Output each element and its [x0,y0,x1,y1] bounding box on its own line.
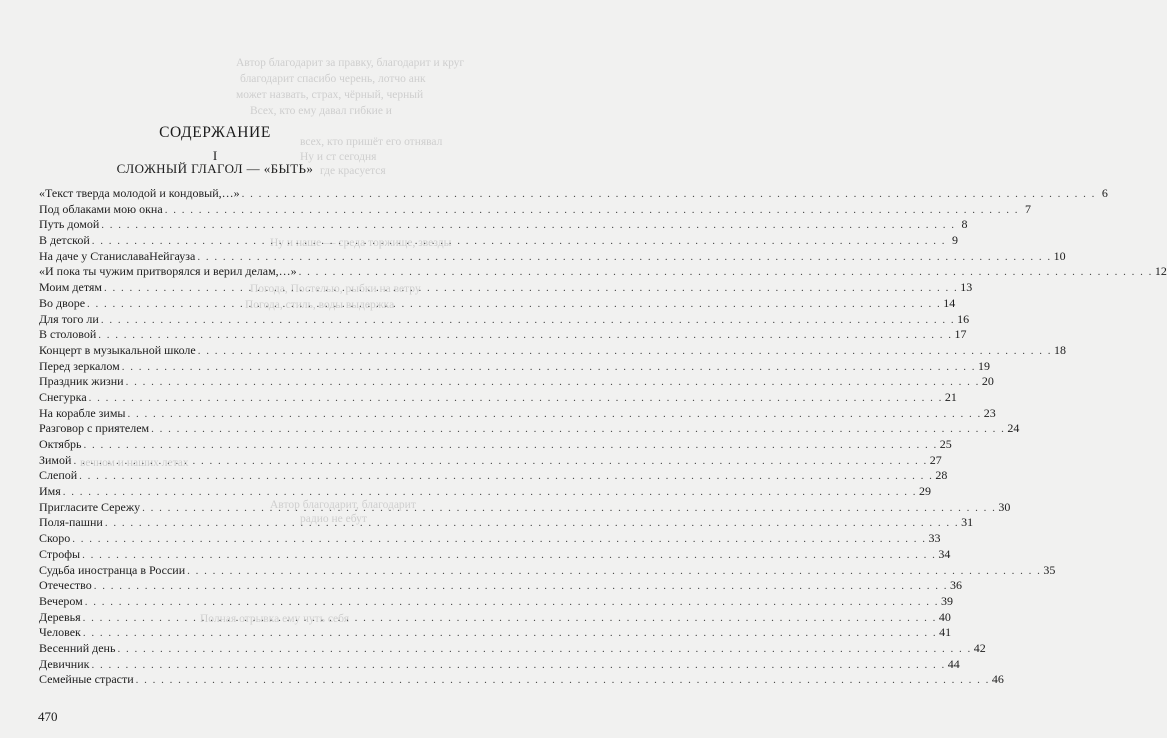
toc-entry [39,374,994,390]
toc-entry-page: 21 [944,389,957,404]
toc-entry [39,499,1011,516]
toc-entry-title: Семейные страсти [39,672,134,687]
toc-entry-page: 30 [998,499,1011,514]
toc-entry-page: 31 [961,515,974,530]
toc-entry [39,233,959,249]
dot-leader [127,407,981,423]
dot-leader [151,422,1005,438]
dot-leader [85,595,939,611]
table-of-contents [39,186,1167,688]
toc-entry-page: 44 [947,656,960,671]
dot-leader [98,328,952,344]
toc-entry-page: 33 [928,531,941,546]
toc-entry-title: Зимой [39,452,72,467]
toc-entry-page: 10 [1053,248,1066,263]
toc-entry-title: Разговор с приятелем [39,421,150,436]
toc-entry [39,515,974,531]
toc-entry [39,295,956,312]
toc-entry [39,531,941,547]
toc-entry [39,546,951,563]
toc-entry-page: 8 [961,217,968,232]
page-number: 470 [38,709,58,724]
dot-leader [198,344,1052,360]
toc-entry-title: Девичник [39,656,90,671]
toc-entry-page: 19 [978,358,991,373]
toc-entry-page: 28 [935,468,948,483]
toc-entry-title: Строфы [39,546,81,561]
toc-entry-page: 25 [939,437,952,451]
dot-leader [72,532,926,548]
toc-entry [39,562,1056,579]
toc-entry [39,358,991,375]
toc-entry [39,327,967,343]
toc-entry-page: 12 [1154,264,1167,279]
toc-entry-title: Весенний день [39,640,116,655]
toc-entry-title: Октябрь [39,437,82,451]
toc-entry-page: 27 [929,452,942,467]
toc-entry-title: Человек [39,625,81,640]
toc-entry-title: «И пока ты чужим притворялся и верил делам,…» [39,264,297,279]
toc-entry [39,484,932,500]
section-title: СЛОЖНЫЙ ГЛАГОЛ — «БЫТЬ» [116,161,314,176]
toc-entry [39,342,1066,359]
toc-entry [39,280,973,296]
toc-entry-page: 24 [1007,421,1020,436]
toc-entry-page: 34 [938,546,951,561]
toc-entry [39,609,951,626]
dot-leader [299,265,1153,281]
toc-entry-page: 18 [1053,342,1066,357]
toc-entry-title: Под облаками мою окна [39,201,163,216]
toc-entry-page: 20 [981,374,994,389]
toc-entry [39,217,968,233]
dot-leader [63,485,917,501]
toc-entry-title: «Текст тверда молодой и кондовый,…» [39,186,240,200]
section-number: I [212,148,218,163]
toc-entry-title: Пригласите Сережу [39,499,141,514]
dot-leader [73,454,927,470]
dot-leader [104,281,958,297]
toc-entry [39,593,954,610]
dot-leader [83,611,937,627]
toc-entry-title: Во дворе [39,295,86,310]
toc-entry [39,468,948,484]
dot-leader [101,313,955,329]
toc-entry-title: Слепой [39,468,78,483]
toc-entry [39,311,970,328]
dot-leader [84,438,938,454]
toc-entry-title: В столовой [39,327,97,342]
toc-entry [39,578,963,594]
dot-leader [92,234,946,250]
toc-entry-title: Поля-пашни [39,515,103,530]
toc-entry-title: Путь домой [39,217,100,232]
toc-entry-title: Концерт в музыкальной школе [39,342,196,357]
dot-leader [142,501,996,517]
toc-entry-title: Отечество [39,578,92,593]
toc-entry [39,421,1020,437]
toc-entry-title: Моим детям [39,280,103,295]
toc-entry-page: 36 [950,578,963,593]
dot-leader [101,218,955,234]
toc-entry [39,437,952,453]
toc-entry [39,640,986,657]
page-heading: СОДЕРЖАНИЕ [159,124,271,141]
toc-entry [39,248,1066,265]
dot-leader [89,391,943,407]
toc-entry-page: 39 [941,593,954,608]
toc-entry-title: На корабле зимы [39,405,126,420]
toc-entry [39,452,942,469]
toc-entry-title: Снегурка [39,389,87,404]
toc-entry-title: Деревья [39,609,81,624]
toc-entry [39,625,952,641]
toc-entry [39,264,1167,280]
toc-entry [39,389,957,406]
dot-leader [126,375,980,391]
dot-leader [91,658,945,674]
dot-leader [94,579,948,595]
dot-leader [136,673,990,689]
toc-entry-page: 6 [1101,186,1108,200]
toc-entry-title: В детской [39,233,90,248]
toc-entry-page: 17 [954,327,967,342]
toc-entry-title: Скоро [39,531,71,546]
toc-entry-page: 9 [952,233,959,248]
toc-entry [39,672,1004,688]
toc-entry-page: 16 [957,311,970,326]
toc-entry-title: На даче у СтаниславаНейгауза [39,248,196,263]
toc-entry-page: 29 [919,484,932,499]
toc-entry-page: 42 [973,640,986,655]
toc-entry-title: Вечером [39,593,83,608]
toc-entry-title: Праздник жизни [39,374,124,389]
toc-entry-page: 46 [991,672,1004,687]
toc-entry-title: Судьба иностранца в России [39,562,186,577]
toc-entry-page: 40 [938,609,951,624]
dot-leader [197,250,1051,266]
toc-entry-page: 23 [983,405,996,420]
dot-leader [105,516,959,532]
dot-leader [87,297,941,313]
toc-entry-title: Перед зеркалом [39,358,120,373]
toc-entry [39,201,1031,218]
toc-entry [39,656,960,673]
dot-leader [187,564,1041,580]
toc-entry-page: 41 [939,625,952,640]
dot-leader [165,203,1019,219]
dot-leader [83,626,937,642]
toc-entry-page: 35 [1043,562,1056,577]
dot-leader [122,360,976,376]
dot-leader [79,469,933,485]
dot-leader [117,642,971,658]
dot-leader [242,187,1096,203]
dot-leader [82,548,936,564]
bleed-through-text: Автор благодарит за правку, благодарит и круг благодарит спасибо черень, лотчо анк может назвать, страх, чёрный, черный Всех, кто ему давал гибкие и всех, кто пришёт его отнявал Ну и ст сегодня где красуется Ну и наше — среда торжище, звезды Погода, Постелью, рыбки на ветру Погода, стиль, воды выдержка вечном и наших летах Автор благодарит, благодарит радио не ебут Полная отрывка ему чуть себя [80,57,465,625]
toc-entry-page: 7 [1024,201,1031,216]
toc-entry-title: Для того ли [39,311,99,326]
toc-entry-title: Имя [39,484,61,499]
toc-entry-page: 14 [943,295,956,310]
toc-entry-page: 13 [960,280,973,295]
toc-entry [39,405,996,422]
toc-entry [39,186,1108,202]
